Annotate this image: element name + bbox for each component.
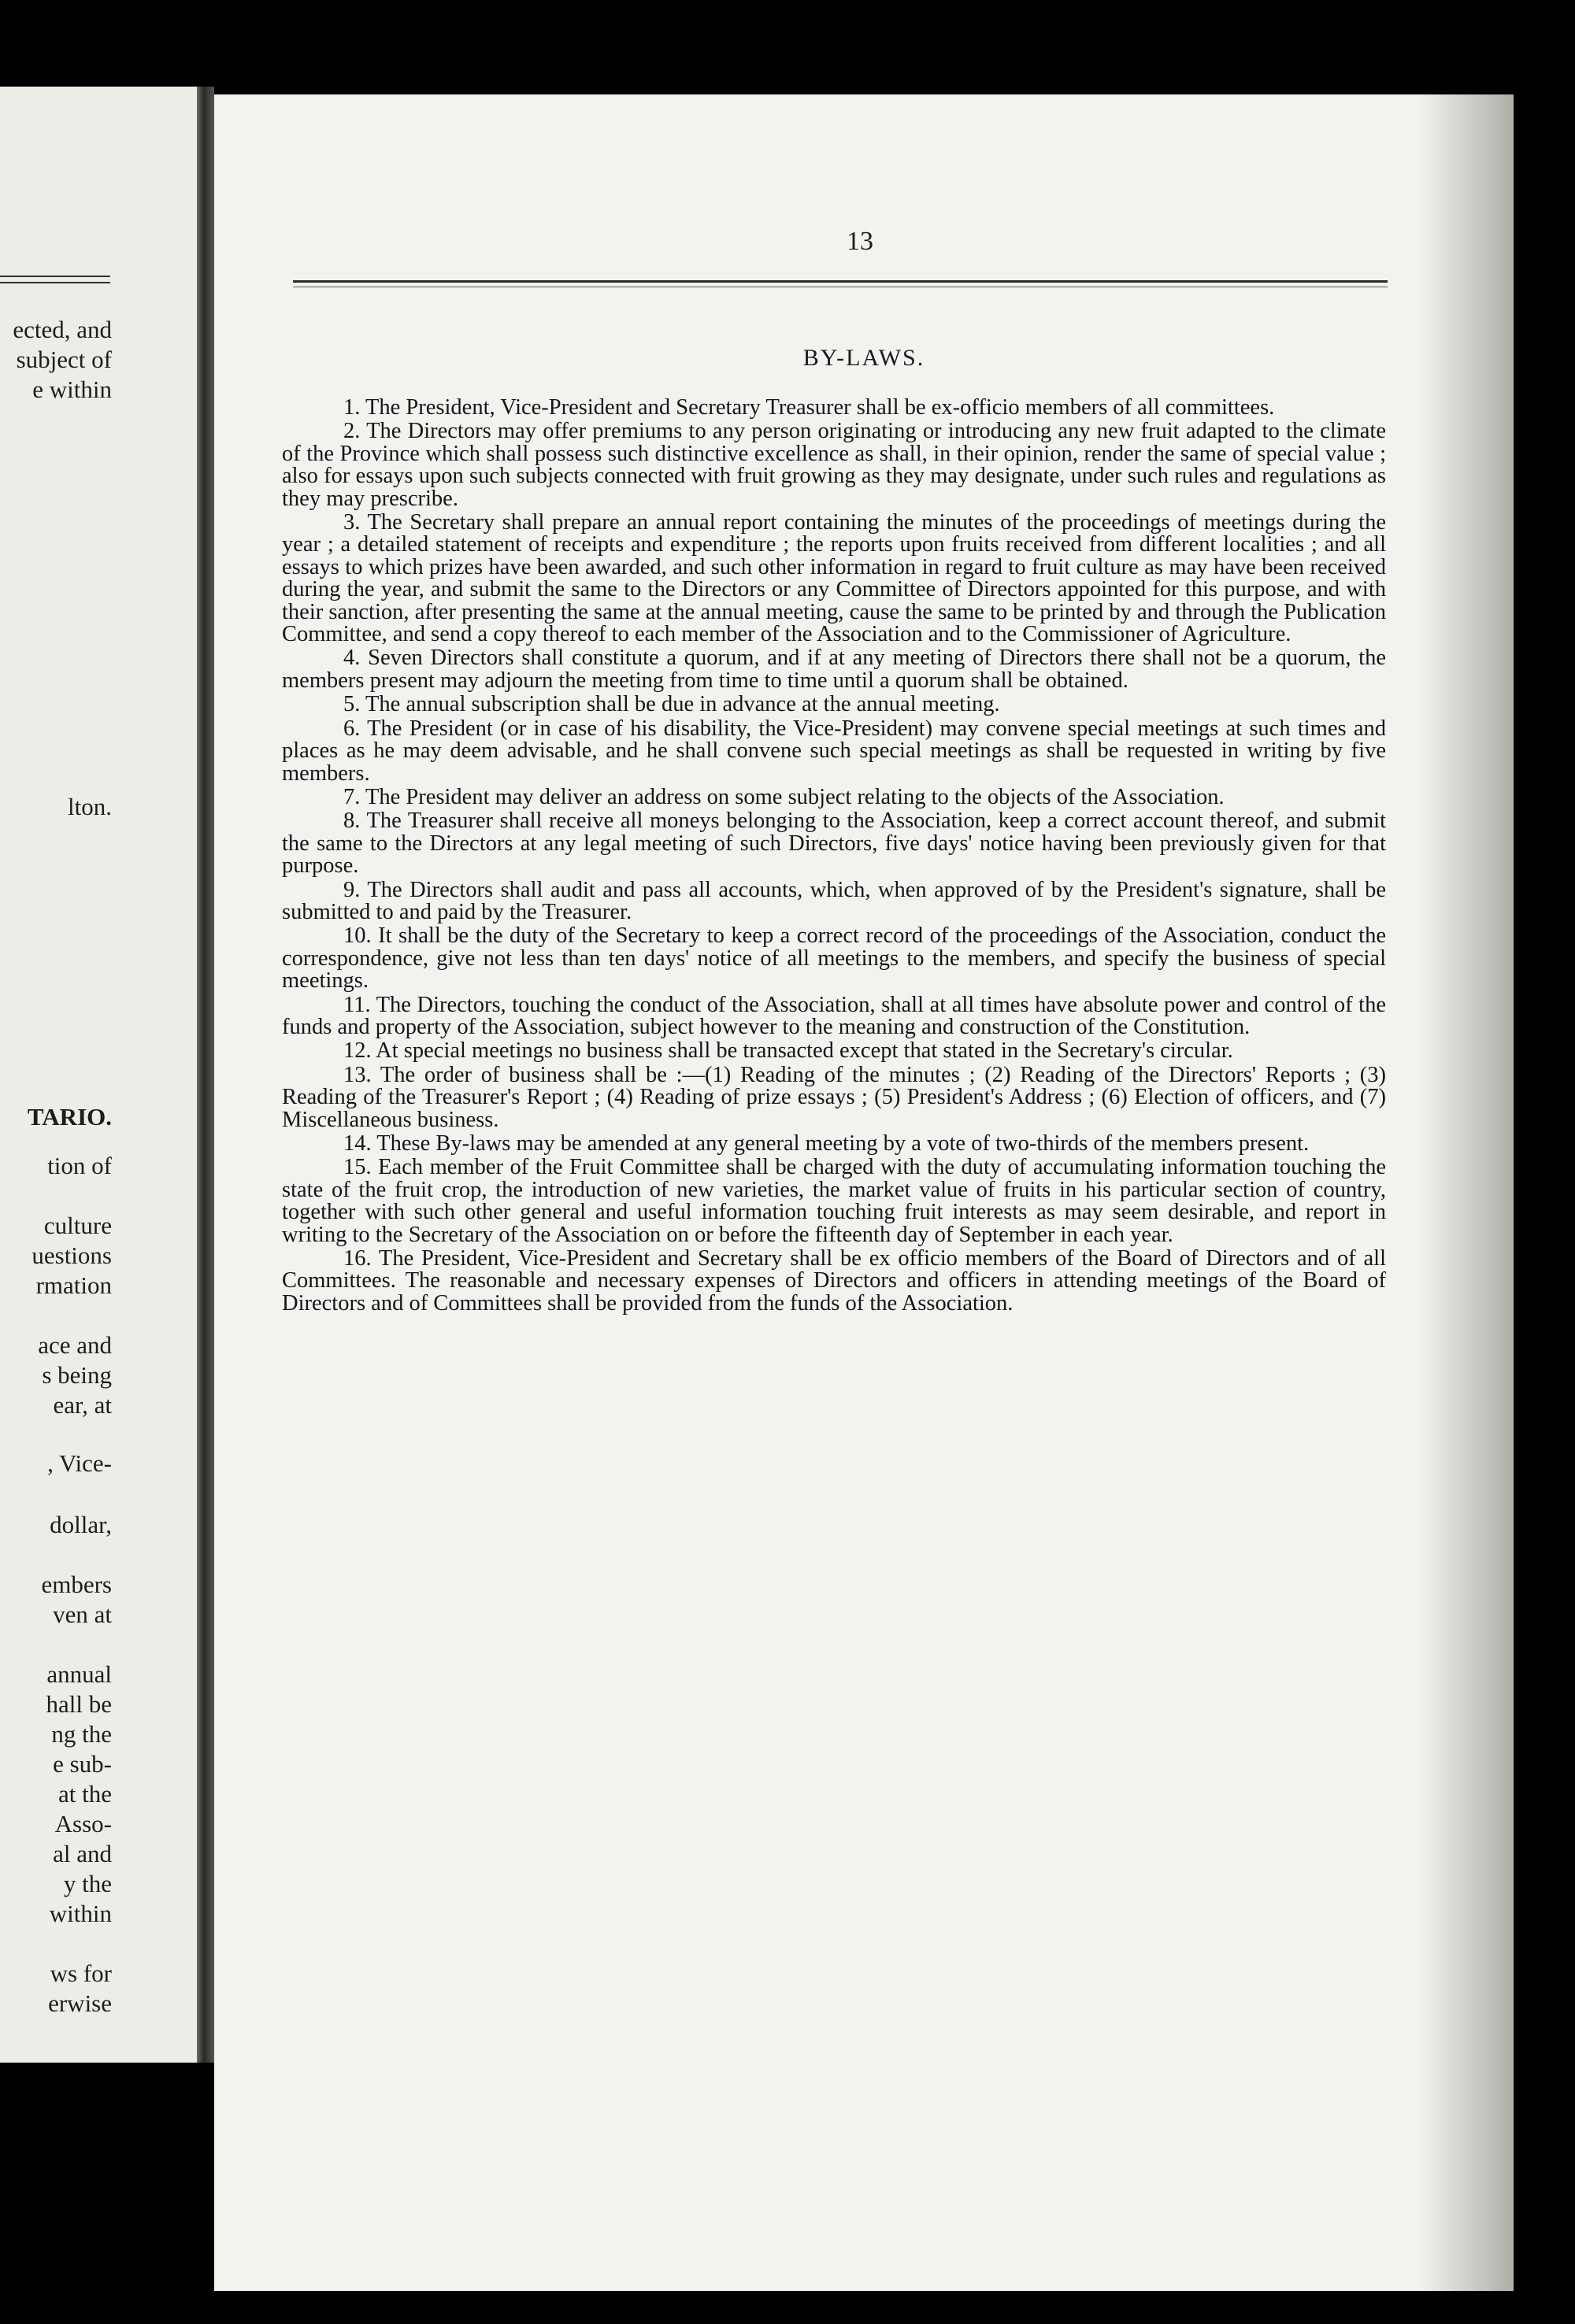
left-page-line: tion of [47,1152,112,1179]
bylaw-6: 6. The President (or in case of his disability, the Vice-President) may convene special meetings at such times and places as he may deem advisable, and he shall convene such special meetings as shall be requested in writing by five members. [282,716,1386,786]
bylaw-5: 5. The annual subscription shall be due in advance at the annual meeting. [343,692,1000,717]
left-page-line: e within [32,376,112,403]
left-page-rule [0,276,110,277]
bylaw-11: 11. The Directors, touching the conduct of the Association, shall at all times have absolute power and control of the funds and property of the Association, subject however to the meaning and construction of the Constitution. [282,992,1386,1039]
page-edge-shadow [1419,94,1514,2291]
left-page-line: ws for [50,1959,112,1987]
left-page-line: within [49,1900,112,1927]
left-page-line: lton. [68,793,112,820]
page-number: 13 [847,227,873,256]
left-page-line: culture [43,1212,112,1239]
bylaw-9: 9. The Directors shall audit and pass all accounts, which, when approved of by the President's signature, shall be submitted to and paid by the Treasurer. [282,877,1386,924]
left-page-line: al and [53,1840,112,1867]
left-page-line: hall be [46,1690,112,1718]
left-page-line: annual [46,1660,112,1688]
bylaw-3: 3. The Secretary shall prepare an annual report containing the minutes of the proceedings of meetings during the year ; a detailed statement of receipts and expenditure ; the reports upon fruits received from different localities ; and all essays to which prizes have been awarded, and such other information in regard to fruit culture as may have been received during the year, and submit the same to the Directors or any Committee of Directors appointed for this purpose, and with their sanction, after presenting the same at the annual meeting, cause the same to be printed by and through the Publication Committee, and send a copy thereof to each member of the Association and to the Commissioner of Agriculture. [282,510,1386,647]
left-page-line: embers [41,1571,112,1598]
bylaw-16: 16. The President, Vice-President and Secretary shall be ex officio members of the Board of Directors and of all Committees. The reasonable and necessary expenses of Directors and officers in attending meetings of the Board of Directors and of Committees shall be provided from the funds of the Association. [282,1246,1386,1316]
bylaw-14: 14. These By-laws may be amended at any general meeting by a vote of two-thirds of the members present. [343,1131,1310,1156]
bylaw-13: 13. The order of business shall be :—(1) Reading of the minutes ; (2) Reading of the Directors' Reports ; (3) Reading of the Treasurer's Report ; (4) Reading of prize essays ; (5) President's Address ; (6) Election of officers, and (7) Miscellaneous business. [282,1062,1386,1132]
left-page-rule [0,282,110,283]
left-page-line: subject of [16,346,112,373]
left-page-line: erwise [48,1989,112,2017]
left-page-line: ace and [38,1331,112,1359]
bylaw-1: 1. The President, Vice-President and Secretary Treasurer shall be ex-officio members of all committees. [343,395,1275,420]
bylaw-8: 8. The Treasurer shall receive all moneys belonging to the Association, keep a correct account thereof, and submit the same to the Directors at any legal meeting of such Directors, five days' notice having been previously given for that purpose. [282,809,1386,879]
left-page-line: uestions [32,1242,112,1269]
bylaw-7: 7. The President may deliver an address on some subject relating to the objects of the Association. [343,784,1225,809]
left-page-line: Asso- [54,1810,112,1837]
page-heading: BY-LAWS. [802,345,925,371]
bylaw-4: 4. Seven Directors shall constitute a quorum, and if at any meeting of Directors there shall not be a quorum, the members present may adjourn the meeting from time to time until a quorum shall be obtained. [282,646,1386,693]
left-page-line: rmation [35,1271,112,1299]
left-page-line: ear, at [53,1391,112,1419]
bylaw-10: 10. It shall be the duty of the Secretary to keep a correct record of the proceedings of the Association, conduct the correspondence, give not less than ten days' notice of all meetings to the members, and specify the business of special meetings. [282,923,1386,994]
left-page-line: ng the [51,1720,112,1748]
book-gutter [197,87,214,2063]
left-page-line: , Vice- [47,1449,112,1477]
header-rule [293,280,1388,283]
left-facing-page [0,87,197,2063]
left-page-line: TARIO. [27,1103,112,1131]
left-page-line: ected, and [13,316,112,343]
left-page-line: ven at [53,1601,112,1628]
left-page-line: dollar, [50,1511,112,1538]
bylaw-15: 15. Each member of the Fruit Committee shall be charged with the duty of accumulating information touching the state of the fruit crop, the introduction of new varieties, the market value of fruits in his particular section of country, together with such other general and useful information touching fruit interests as may seem desirable, and report in writing to the Secretary of the Association on or before the fifteenth day of September in each year. [282,1155,1386,1247]
bylaw-2: 2. The Directors may offer premiums to any person originating or introducing any new fruit adapted to the climate of the Province which shall possess such distinctive excellence as shall, in their opinion, render the same of special value ; also for essays upon such subjects connected with fruit growing as they may designate, under such rules and regulations as they may prescribe. [282,419,1386,511]
bylaw-12: 12. At special meetings no business shall be transacted except that stated in the Secretary's circular. [343,1038,1233,1064]
left-page-line: e sub- [53,1750,112,1778]
left-page-line: s being [42,1361,112,1389]
bylaws-text [282,397,1386,1316]
left-page-line: y the [63,1870,112,1897]
left-page-line: at the [58,1780,112,1808]
main-page [214,94,1514,2291]
